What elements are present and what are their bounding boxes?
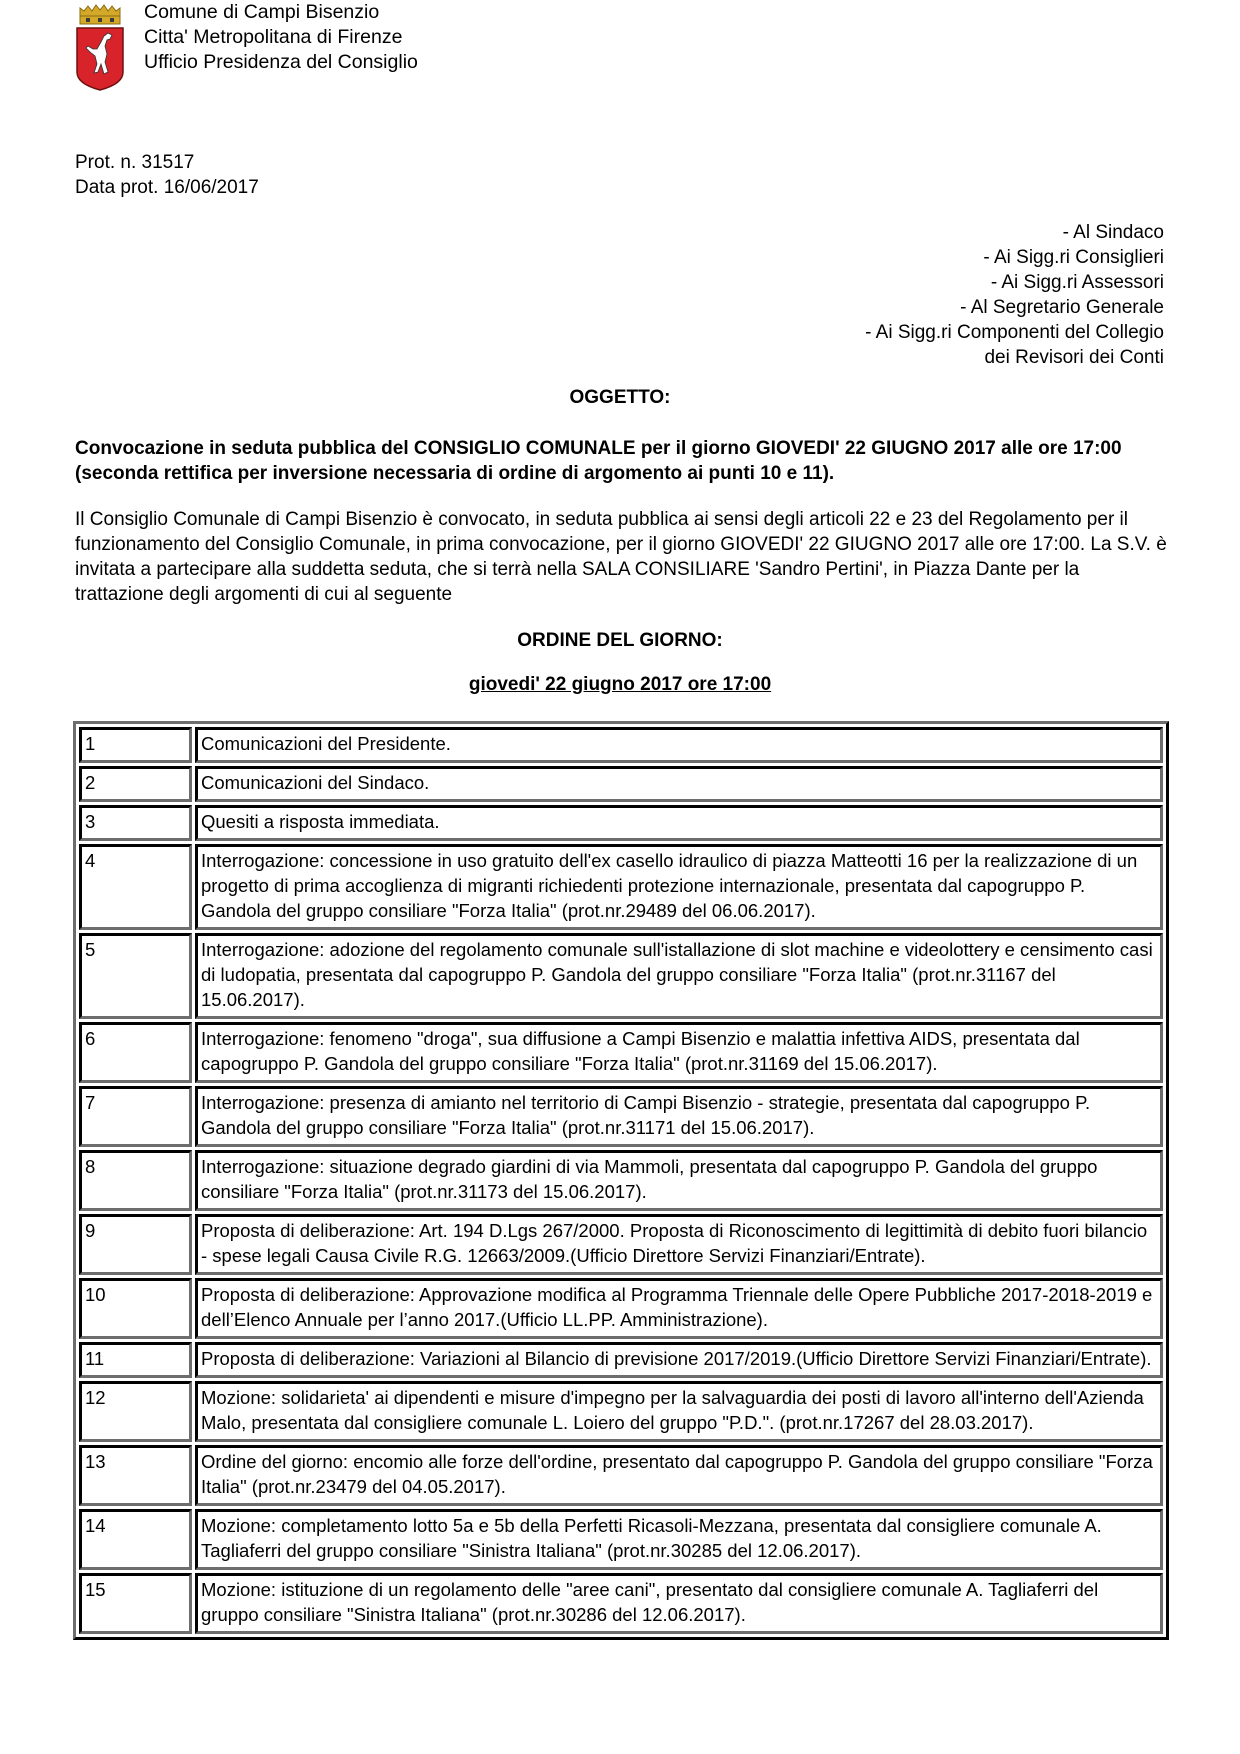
agenda-item-text: Mozione: istituzione di un regolamento delle "aree cani", presentato dal consigliere comunale A. Tagliaferri del gruppo consiliare "Sinistra Italiana" (prot.nr.30286 del 12.06.2017). — [195, 1573, 1163, 1634]
agenda-row — [79, 844, 1163, 930]
protocol-date: Data prot. 16/06/2017 — [75, 177, 259, 198]
agenda-row — [79, 1342, 1163, 1378]
recipient: dei Revisori dei Conti — [984, 347, 1164, 368]
agenda-row — [79, 805, 1163, 841]
agenda-row — [79, 1022, 1163, 1083]
subject-text: Convocazione in seduta pubblica del CONSIGLIO COMUNALE per il giorno GIOVEDI' 22 GIUGNO 2017 alle ore 17:00 (seconda rettifica per inversione necessaria di ordine di argomento ai punti 10 e 11). — [75, 438, 1122, 484]
agenda-date: giovedi' 22 giugno 2017 ore 17:00 — [468, 674, 772, 695]
office-name: Ufficio Presidenza del Consiglio — [144, 51, 418, 73]
agenda-row — [79, 933, 1163, 1019]
subject-heading: OGGETTO: — [569, 387, 671, 408]
agenda-item-number: 5 — [79, 933, 192, 1019]
intro-paragraph: Il Consiglio Comunale di Campi Bisenzio è convocato, in seduta pubblica ai sensi degli articoli 22 e 23 del Regolamento per il funzionamento del Consiglio Comunale, in prima convocazione, per il giorno GIOVEDI' 22 GIUGNO 2017 alle ore 17:00. La S.V. è invitata a partecipare alla suddetta seduta, che si terrà nella SALA CONSILIARE 'Sandro Pertini', in Piazza Dante per la trattazione degli argomenti di cui al seguente — [75, 509, 1167, 605]
protocol-block — [75, 150, 259, 200]
agenda-item-text: Quesiti a risposta immediata. — [195, 805, 1163, 841]
recipient: - Al Sindaco — [1062, 222, 1164, 243]
agenda-item-text: Mozione: completamento lotto 5a e 5b della Perfetti Ricasoli-Mezzana, presentata dal consigliere comunale A. Tagliaferri del gruppo consiliare "Sinistra Italiana" (prot.nr.30285 del 12.06.2017). — [195, 1509, 1163, 1570]
agenda-row — [79, 766, 1163, 802]
agenda-item-text: Interrogazione: situazione degrado giardini di via Mammoli, presentata dal capogruppo P. Gandola del gruppo consiliare "Forza Italia" (prot.nr.31173 del 15.06.2017). — [195, 1150, 1163, 1211]
agenda-item-number: 4 — [79, 844, 192, 930]
recipient: - Ai Sigg.ri Assessori — [990, 272, 1164, 293]
agenda-item-number: 14 — [79, 1509, 192, 1570]
agenda-item-text: Comunicazioni del Sindaco. — [195, 766, 1163, 802]
letterhead-text — [144, 0, 418, 75]
agenda-row — [79, 1381, 1163, 1442]
agenda-item-number: 8 — [79, 1150, 192, 1211]
recipient: - Al Segretario Generale — [960, 297, 1164, 318]
recipients-list — [865, 220, 1164, 370]
agenda-row — [79, 1086, 1163, 1147]
agenda-item-number: 9 — [79, 1214, 192, 1275]
agenda-item-text: Mozione: solidarieta' ai dipendenti e misure d'impegno per la salvaguardia dei posti di lavoro all'interno dell'Azienda Malo, presentata dal consigliere comunale L. Loiero del gruppo "P.D.". (prot.nr.17267 del 28.03.2017). — [195, 1381, 1163, 1442]
agenda-item-number: 3 — [79, 805, 192, 841]
agenda-item-number: 6 — [79, 1022, 192, 1083]
recipient: - Ai Sigg.ri Consiglieri — [983, 247, 1164, 268]
agenda-row — [79, 1214, 1163, 1275]
agenda-item-text: Comunicazioni del Presidente. — [195, 727, 1163, 763]
agenda-row — [79, 1573, 1163, 1634]
agenda-item-number: 1 — [79, 727, 192, 763]
agenda-row — [79, 1278, 1163, 1339]
agenda-title: ORDINE DEL GIORNO: — [517, 630, 723, 651]
agenda-item-number: 12 — [79, 1381, 192, 1442]
coat-of-arms-icon — [74, 2, 126, 92]
agenda-item-number: 7 — [79, 1086, 192, 1147]
agenda-item-text: Interrogazione: fenomeno "droga", sua diffusione a Campi Bisenzio e malattia infettiva AIDS, presentata dal capogruppo P. Gandola del gruppo consiliare "Forza Italia" (prot.nr.31169 del 15.06.2017). — [195, 1022, 1163, 1083]
agenda-row — [79, 1509, 1163, 1570]
agenda-item-number: 13 — [79, 1445, 192, 1506]
metropolitan-city: Citta' Metropolitana di Firenze — [144, 26, 403, 48]
agenda-item-text: Interrogazione: concessione in uso gratuito dell'ex casello idraulico di piazza Matteotti 16 per la realizzazione di un progetto di prima accoglienza di migranti richiedenti protezione internazionale, presentata dal capogruppo P. Gandola del gruppo consiliare "Forza Italia" (prot.nr.29489 del 06.06.2017). — [195, 844, 1163, 930]
agenda-item-text: Interrogazione: adozione del regolamento comunale sull'istallazione di slot machine e videolottery e censimento casi di ludopatia, presentata dal capogruppo P. Gandola del gruppo consiliare "Forza Italia" (prot.nr.31167 del 15.06.2017). — [195, 933, 1163, 1019]
agenda-item-number: 2 — [79, 766, 192, 802]
agenda-item-number: 11 — [79, 1342, 192, 1378]
agenda-row — [79, 1445, 1163, 1506]
agenda-item-text: Ordine del giorno: encomio alle forze dell'ordine, presentato dal capogruppo P. Gandola del gruppo consiliare "Forza Italia" (prot.nr.23479 del 04.05.2017). — [195, 1445, 1163, 1506]
agenda-row — [79, 1150, 1163, 1211]
agenda-item-text: Proposta di deliberazione: Approvazione modifica al Programma Triennale delle Opere Pubbliche 2017-2018-2019 e dell’Elenco Annuale per l’anno 2017.(Ufficio LL.PP. Amministrazione). — [195, 1278, 1163, 1339]
municipality-name: Comune di Campi Bisenzio — [144, 1, 380, 23]
agenda-item-number: 10 — [79, 1278, 192, 1339]
agenda-item-number: 15 — [79, 1573, 192, 1634]
agenda-table — [73, 721, 1169, 1640]
protocol-number: Prot. n. 31517 — [75, 152, 195, 173]
agenda-row — [79, 727, 1163, 763]
recipient: - Ai Sigg.ri Componenti del Collegio — [865, 322, 1164, 343]
agenda-item-text: Proposta di deliberazione: Variazioni al Bilancio di previsione 2017/2019.(Ufficio Direttore Servizi Finanziari/Entrate). — [195, 1342, 1163, 1378]
agenda-item-text: Proposta di deliberazione: Art. 194 D.Lgs 267/2000. Proposta di Riconoscimento di legittimità di debito fuori bilancio - spese legali Causa Civile R.G. 12663/2009.(Ufficio Direttore Servizi Finanziari/Entrate). — [195, 1214, 1163, 1275]
agenda-item-text: Interrogazione: presenza di amianto nel territorio di Campi Bisenzio - strategie, presentata dal capogruppo P. Gandola del gruppo consiliare "Forza Italia" (prot.nr.31171 del 15.06.2017). — [195, 1086, 1163, 1147]
